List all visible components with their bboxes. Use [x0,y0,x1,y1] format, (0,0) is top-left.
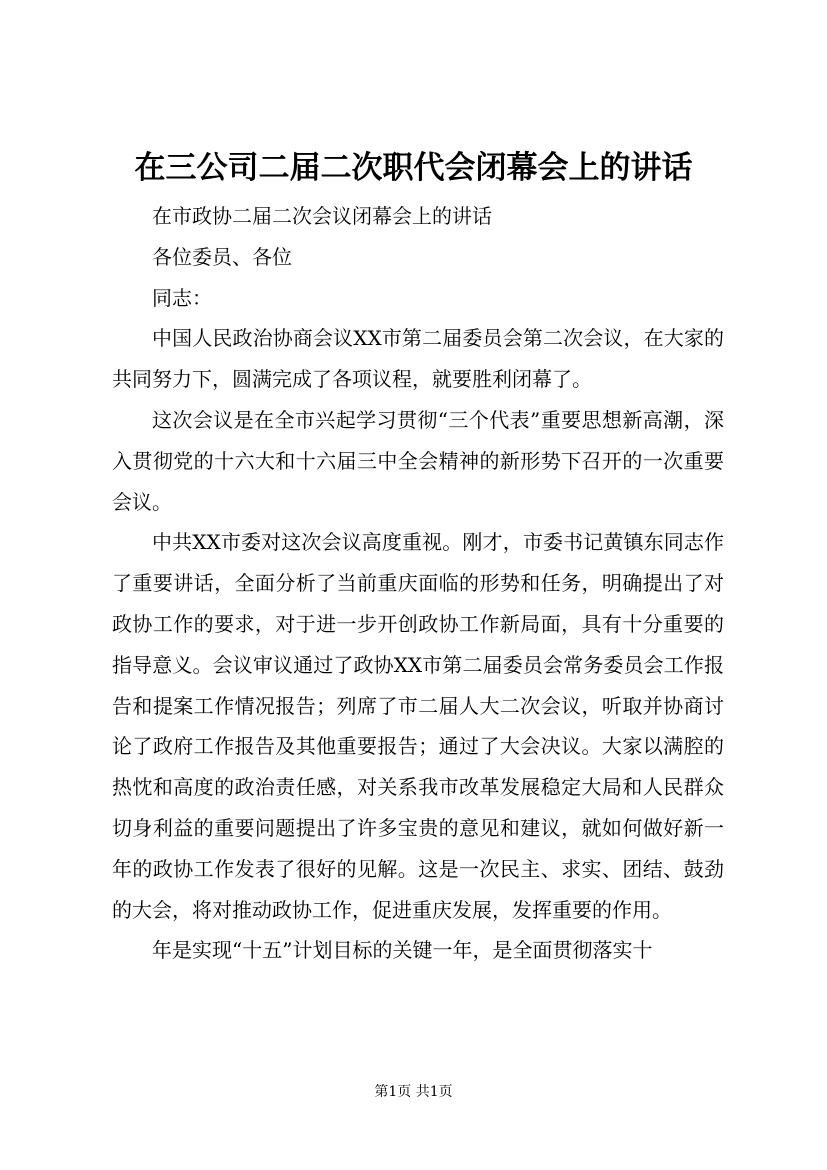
paragraph-subtitle: 在市政协二届二次会议闭幕会上的讲话 [152,204,492,228]
paragraph-salutation: 各位委员、各位 [152,244,292,269]
document-body [112,196,724,971]
paragraph: 中共XX市委对这次会议高度重视。刚才，市委书记黄镇东同志作了重要讲话，全面分析了当前重庆面临的形势和任务，明确提出了对政协工作的要求，对于进一步开创政协工作新局面，具有十分重要的指导意义。会议审议通过了政协XX市第二届委员会常务委员会工作报告和提案工作情况报告；列席了市二届人大二次会议，听取并协商讨论了政府工作报告及其他重要报告；通过了大会决议。大家以满腔的热忱和高度的政治责任感，对关系我市改革发展稳定大局和人民群众切身利益的重要问题提出了许多宝贵的意见和建议，就如何做好新一年的政协工作发表了很好的见解。这是一次民主、求实、团结、鼓劲的大会，将对推动政协工作，促进重庆发展，发挥重要的作用。 [112,530,724,922]
paragraph: 中国人民政治协商会议XX市第二届委员会第二次会议，在大家的共同努力下，圆满完成了各项议程，就要胜利闭幕了。 [112,326,724,392]
paragraph-salutation-cont: 同志： [152,285,212,310]
document-title: 在三公司二届二次职代会闭幕会上的讲话 [134,150,693,186]
page-footer: 第1页 共1页 [374,1084,453,1100]
paragraph: 这次会议是在全市兴起学习贯彻“三个代表”重要思想新高潮，深入贯彻党的十六大和十六届三中全会精神的新形势下召开的一次重要会议。 [112,407,724,514]
paragraph: 年是实现“十五”计划目标的关键一年，是全面贯彻落实十 [152,938,653,963]
